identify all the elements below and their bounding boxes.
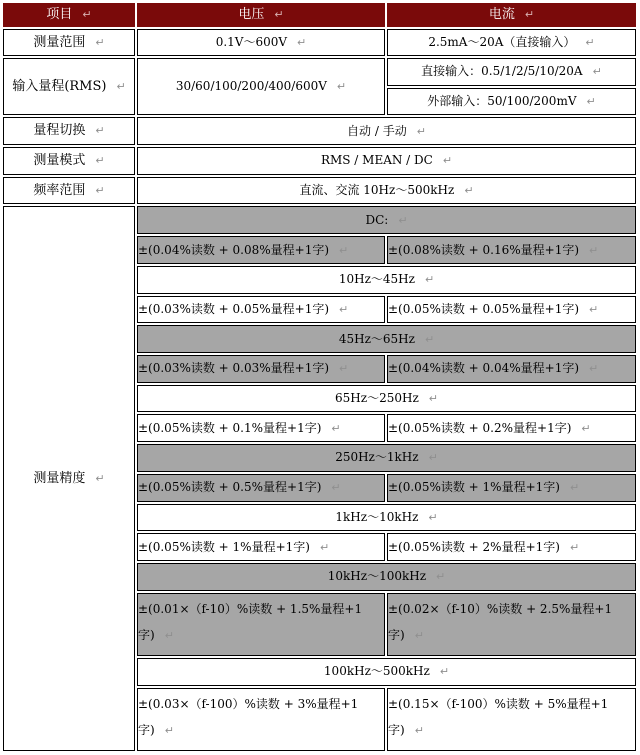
- accuracy-current: ±(0.02×（f-10）%读数 + 2.5%量程+1字) ↵: [387, 593, 636, 656]
- accuracy-current: ±(0.05%读数 + 0.05%量程+1字) ↵: [387, 296, 636, 324]
- accuracy-current: ±(0.15×（f-100）%读数 + 5%量程+1字) ↵: [387, 688, 636, 751]
- band-label: 65Hz～250Hz ↵: [137, 385, 636, 413]
- band-label: 45Hz～65Hz ↵: [137, 325, 636, 353]
- band-label: 10kHz～100kHz ↵: [137, 563, 636, 591]
- accuracy-label: 测量精度 ↵: [3, 206, 135, 751]
- freq-range-value: 直流、交流 10Hz～500kHz ↵: [137, 177, 636, 205]
- input-range-label: 输入量程(RMS) ↵: [3, 58, 135, 115]
- band-label: 10Hz～45Hz ↵: [137, 266, 636, 294]
- band-label: 1kHz～10kHz ↵: [137, 504, 636, 532]
- range-switch-row: [3, 117, 636, 145]
- spec-table: [1, 1, 638, 753]
- accuracy-voltage: ±(0.05%读数 + 1%量程+1字) ↵: [137, 533, 385, 561]
- header-voltage: 电压 ↵: [137, 3, 385, 27]
- accuracy-voltage: ±(0.03%读数 + 0.03%量程+1字) ↵: [137, 355, 385, 383]
- band-label: DC: ↵: [137, 206, 636, 234]
- accuracy-voltage: ±(0.03%读数 + 0.05%量程+1字) ↵: [137, 296, 385, 324]
- accuracy-current: ±(0.05%读数 + 0.2%量程+1字) ↵: [387, 414, 636, 442]
- accuracy-voltage: ±(0.03×（f-100）%读数 + 3%量程+1字) ↵: [137, 688, 385, 751]
- input-range-voltage: 30/60/100/200/400/600V ↵: [137, 58, 385, 115]
- measure-range-voltage: 0.1V～600V ↵: [137, 29, 385, 56]
- accuracy-current: ±(0.05%读数 + 2%量程+1字) ↵: [387, 533, 636, 561]
- accuracy-voltage: ±(0.05%读数 + 0.1%量程+1字) ↵: [137, 414, 385, 442]
- measure-mode-row: [3, 147, 636, 175]
- input-range-row-1: [3, 58, 636, 86]
- measure-range-current: 2.5mA～20A（直接输入） ↵: [387, 29, 636, 56]
- measure-mode-value: RMS / MEAN / DC ↵: [137, 147, 636, 175]
- band-label: 100kHz～500kHz ↵: [137, 658, 636, 686]
- header-row: [3, 3, 636, 27]
- measure-mode-label: 测量模式 ↵: [3, 147, 135, 175]
- input-range-current-external: 外部输入：50/100/200mV ↵: [387, 88, 636, 116]
- accuracy-current: ±(0.08%读数 + 0.16%量程+1字) ↵: [387, 236, 636, 264]
- measure-range-label: 测量范围 ↵: [3, 29, 135, 56]
- range-switch-value: 自动 / 手动 ↵: [137, 117, 636, 145]
- freq-range-row: [3, 177, 636, 205]
- freq-range-label: 频率范围 ↵: [3, 177, 135, 205]
- accuracy-voltage: ±(0.04%读数 + 0.08%量程+1字) ↵: [137, 236, 385, 264]
- band-label: 250Hz～1kHz ↵: [137, 444, 636, 472]
- accuracy-voltage: ±(0.05%读数 + 0.5%量程+1字) ↵: [137, 474, 385, 502]
- band-row-dc: [3, 206, 636, 234]
- header-item: 项目 ↵: [3, 3, 135, 27]
- header-current: 电流 ↵: [387, 3, 636, 27]
- range-switch-label: 量程切换 ↵: [3, 117, 135, 145]
- measure-range-row: [3, 29, 636, 56]
- accuracy-current: ±(0.05%读数 + 1%量程+1字) ↵: [387, 474, 636, 502]
- input-range-current-direct: 直接输入：0.5/1/2/5/10/20A ↵: [387, 58, 636, 86]
- accuracy-voltage: ±(0.01×（f-10）%读数 + 1.5%量程+1字) ↵: [137, 593, 385, 656]
- accuracy-current: ±(0.04%读数 + 0.04%量程+1字) ↵: [387, 355, 636, 383]
